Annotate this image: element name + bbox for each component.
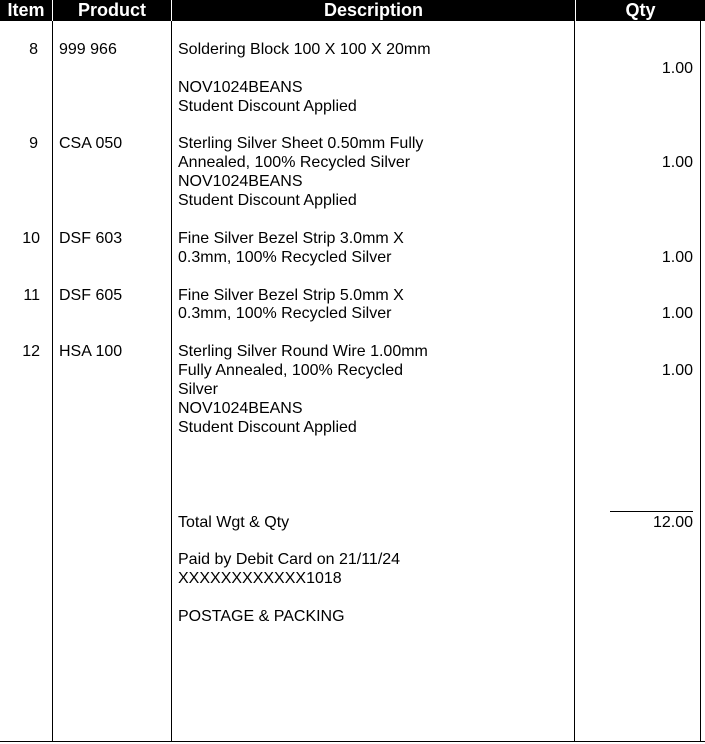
description-line: 0.3mm, 100% Recycled Silver — [178, 249, 392, 266]
description-line: Annealed, 100% Recycled Silver — [178, 154, 411, 171]
column-divider — [52, 21, 53, 741]
description-line: Soldering Block 100 X 100 X 20mm — [178, 41, 431, 58]
description-line: NOV1024BEANS — [178, 79, 303, 96]
item-number: 11 — [23, 287, 40, 304]
header-qty: Qty — [576, 0, 705, 21]
header-item: Item — [0, 0, 52, 21]
postage-label: POSTAGE & PACKING — [178, 608, 345, 625]
header-description: Description — [172, 0, 575, 21]
description-line: Student Discount Applied — [178, 192, 357, 209]
item-number: 9 — [29, 135, 38, 152]
header-product: Product — [53, 0, 171, 21]
description-line: Fine Silver Bezel Strip 5.0mm X — [178, 287, 404, 304]
description-line: Silver — [178, 381, 219, 398]
description-line: Sterling Silver Round Wire 1.00mm — [178, 343, 428, 360]
bottom-border — [0, 741, 705, 742]
description-line: Student Discount Applied — [178, 419, 357, 436]
total-label: Total Wgt & Qty — [178, 514, 290, 531]
product-code: DSF 603 — [59, 230, 123, 247]
item-number: 12 — [22, 343, 40, 360]
item-number: 8 — [29, 41, 38, 58]
description-line: NOV1024BEANS — [178, 173, 303, 190]
product-code: HSA 100 — [59, 343, 123, 360]
item-number: 10 — [22, 230, 40, 247]
description-line: Fine Silver Bezel Strip 3.0mm X — [178, 230, 404, 247]
product-code: 999 966 — [59, 41, 117, 58]
qty-value: 1.00 — [661, 249, 693, 266]
payment-line: Paid by Debit Card on 21/11/24 — [178, 551, 401, 568]
description-line: Fully Annealed, 100% Recycled — [178, 362, 404, 379]
qty-value: 1.00 — [661, 305, 693, 322]
description-line: Sterling Silver Sheet 0.50mm Fully — [178, 135, 424, 152]
description-line: 0.3mm, 100% Recycled Silver — [178, 305, 392, 322]
description-line: NOV1024BEANS — [178, 400, 303, 417]
card-number: XXXXXXXXXXXX1018 — [178, 570, 342, 587]
total-rule — [610, 511, 693, 512]
qty-value: 1.00 — [661, 362, 693, 379]
column-divider — [574, 21, 575, 741]
qty-value: 1.00 — [661, 60, 693, 77]
column-divider — [171, 21, 172, 741]
total-qty: 12.00 — [652, 514, 693, 531]
description-line: Student Discount Applied — [178, 98, 357, 115]
product-code: DSF 605 — [59, 287, 123, 304]
product-code: CSA 050 — [59, 135, 123, 152]
column-divider — [700, 21, 701, 741]
qty-value: 1.00 — [661, 154, 693, 171]
